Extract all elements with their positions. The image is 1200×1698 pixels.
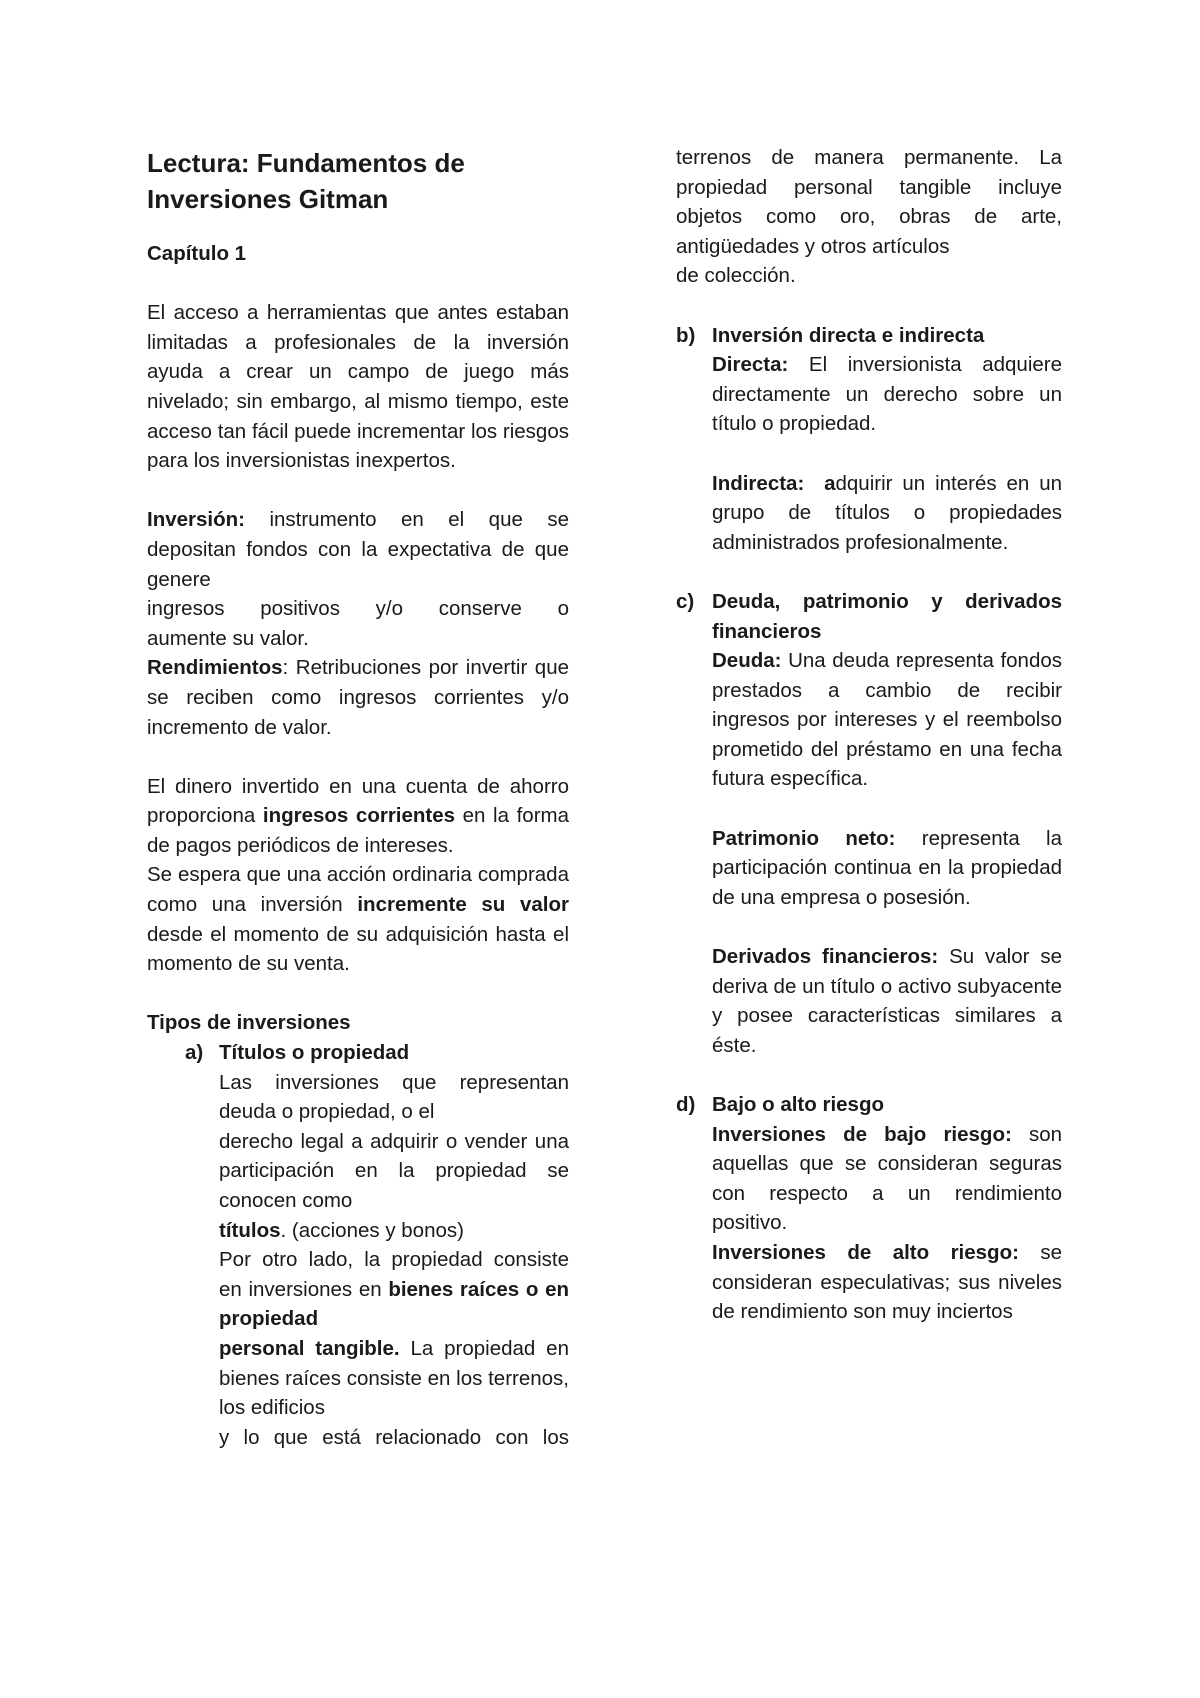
accion-paragraph bbox=[147, 860, 569, 978]
dinero-paragraph bbox=[147, 772, 569, 861]
rendimientos-term: Rendimientos bbox=[147, 656, 283, 680]
item-b-title: Inversión directa e indirecta bbox=[712, 323, 985, 347]
list-marker-a: a) bbox=[185, 1041, 204, 1065]
bienes-raices-bold: bienes raíces o en propiedad bbox=[219, 1277, 569, 1331]
directa-definition bbox=[712, 350, 1062, 439]
alto-riesgo-term: Inversiones de alto riesgo: bbox=[712, 1240, 1019, 1264]
indirecta-def: dquirir un interés en un grupo de títulos o propiedades administrados profesionalmente. bbox=[712, 471, 1062, 554]
patrimonio-term: Patrimonio neto: bbox=[712, 826, 896, 850]
item-a-title: Títulos o propiedad bbox=[219, 1041, 410, 1065]
list-item-a bbox=[147, 1038, 569, 1452]
accion-text-2: desde el momento de su adquisición hasta el momento de su venta. bbox=[147, 922, 569, 976]
item-a-cont-2: de colección. bbox=[676, 264, 796, 288]
alto-riesgo-definition bbox=[712, 1238, 1062, 1327]
item-a-line-3 bbox=[219, 1216, 569, 1246]
derivados-definition bbox=[712, 942, 1062, 1060]
intro-paragraph: El acceso a herramientas que antes estaban limitadas a profesionales de la inversión ayuda a crear un campo de juego más nivelado; sin embargo, al mismo tiempo, este acceso tan fácil puede incrementar los riesgos para los inversionistas inexpertos. bbox=[147, 301, 569, 473]
inversion-def-line-1: instrumento en el que se depositan fondos con la expectativa de que genere bbox=[147, 508, 569, 591]
title-line-2: Inversiones Gitman bbox=[147, 184, 389, 214]
title-line-1: Lectura: Fundamentos de bbox=[147, 148, 465, 178]
item-a-line-6: y lo que está relacionado con los bbox=[219, 1425, 569, 1449]
types-list bbox=[147, 1038, 569, 1452]
indirecta-definition bbox=[712, 469, 1062, 558]
list-marker-d: d) bbox=[676, 1093, 696, 1116]
rendimientos-def: : Retribuciones por invertir que se reciben como ingresos corrientes y/o incremento de valor. bbox=[147, 656, 569, 739]
derivados-def: Su valor se deriva de un título o activo subyacente y posee características similares a éste. bbox=[712, 945, 1062, 1057]
list-item-c bbox=[676, 587, 1062, 1061]
patrimonio-def: representa la participación continua en la propiedad de una empresa o posesión. bbox=[712, 826, 1062, 909]
accion-text-1: Se espera que una acción ordinaria comprada como una inversión bbox=[147, 863, 569, 917]
indirecta-bold-a: a bbox=[824, 471, 836, 495]
titulos-bold: títulos bbox=[219, 1218, 281, 1242]
bajo-riesgo-term: Inversiones de bajo riesgo: bbox=[712, 1122, 1012, 1146]
patrimonio-definition bbox=[712, 824, 1062, 913]
inversion-definition bbox=[147, 505, 569, 653]
item-a-line-4 bbox=[219, 1245, 569, 1334]
rendimientos-definition bbox=[147, 653, 569, 742]
item-a-line-1: Las inversiones que representan deuda o propiedad, o el bbox=[219, 1070, 569, 1124]
derivados-term: Derivados financieros: bbox=[712, 945, 939, 969]
personal-tangible-bold: personal tangible. bbox=[219, 1336, 400, 1360]
alto-riesgo-def: se consideran especulativas; sus niveles de rendimiento son muy inciertos bbox=[712, 1240, 1062, 1324]
deuda-def: Una deuda representa fondos prestados a cambio de recibir ingresos por intereses y el reembolso prometido del préstamo en una fecha futura específica. bbox=[712, 649, 1062, 791]
document-title bbox=[147, 145, 569, 217]
deuda-term: Deuda: bbox=[712, 649, 782, 673]
accion-bold: incremente su valor bbox=[357, 893, 569, 917]
item-a-line-5 bbox=[219, 1334, 569, 1423]
bajo-riesgo-definition bbox=[712, 1120, 1062, 1238]
indirecta-term: Indirecta: bbox=[712, 471, 805, 495]
titulos-rest: . (acciones y bonos) bbox=[280, 1218, 464, 1242]
types-list-continued bbox=[676, 321, 1062, 1327]
propiedad-text: Por otro lado, la propiedad consiste en inversiones en bbox=[219, 1248, 569, 1301]
bajo-riesgo-def: son aquellas que se consideran seguras con respecto a un rendimiento positivo. bbox=[712, 1122, 1062, 1235]
list-marker-c: c) bbox=[676, 589, 695, 613]
dinero-bold: ingresos corrientes bbox=[262, 804, 456, 828]
item-c-title: Deuda, patrimonio y derivados financieros bbox=[712, 589, 1062, 643]
directa-def: El inversionista adquiere directamente un derecho sobre un título o propiedad. bbox=[712, 353, 1062, 436]
list-marker-b: b) bbox=[676, 323, 696, 347]
item-a-line-2: derecho legal a adquirir o vender una participación en la propiedad se conocen como bbox=[219, 1129, 569, 1212]
inversion-def-line-2: ingresos positivos y/o conserve o bbox=[147, 597, 569, 621]
list-item-d bbox=[676, 1090, 1062, 1327]
dinero-text-2: en la forma de pagos periódicos de intereses. bbox=[147, 804, 570, 857]
left-column bbox=[147, 0, 569, 1452]
item-a-continuation bbox=[676, 143, 1062, 291]
inversion-term: Inversión: bbox=[147, 508, 245, 532]
dinero-text-1: El dinero invertido en una cuenta de ahorro proporciona bbox=[147, 774, 569, 828]
bienes-raices-text: La propiedad en bienes raíces consiste en los terrenos, los edificios bbox=[219, 1336, 569, 1420]
deuda-definition bbox=[712, 646, 1062, 794]
directa-term: Directa: bbox=[712, 353, 789, 377]
list-item-b bbox=[676, 321, 1062, 558]
right-column bbox=[676, 0, 1062, 1327]
indirecta-gap bbox=[804, 472, 824, 495]
item-a-cont-1: terrenos de manera permanente. La propiedad personal tangible incluye objetos como oro, obras de arte, antigüedades y otros artículos bbox=[676, 146, 1062, 258]
item-d-title: Bajo o alto riesgo bbox=[712, 1093, 884, 1116]
chapter-heading: Capítulo 1 bbox=[147, 242, 247, 265]
tipos-heading: Tipos de inversiones bbox=[147, 1011, 351, 1035]
inversion-def-line-3: aumente su valor. bbox=[147, 626, 309, 650]
